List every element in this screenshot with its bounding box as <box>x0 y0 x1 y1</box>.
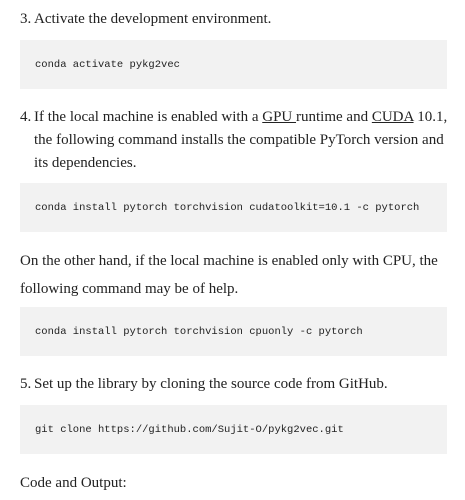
step-5-text: Set up the library by cloning the source code from GitHub. <box>34 376 388 392</box>
step-3-number: 3. <box>20 11 32 27</box>
step-4 <box>20 106 448 176</box>
code-install-cpu[interactable]: conda install pytorch torchvision cpuonly -c pytorch <box>35 325 363 338</box>
step-4-text-part-2: runtime and <box>296 109 372 125</box>
step-5-number: 5. <box>20 376 32 392</box>
step-4-text-part-3: 10.1, the following command installs the compatible PyTorch version and its dependencies. <box>34 109 448 171</box>
code-activate[interactable]: conda activate pykg2vec <box>35 58 180 71</box>
code-block-clone[interactable] <box>20 405 447 454</box>
cpu-note-paragraph: On the other hand, if the local machine is enabled only with CPU, the following command may be of help. <box>20 253 438 297</box>
step-4-text-part-1: If the local machine is enabled with a <box>34 109 263 125</box>
code-clone[interactable]: git clone https://github.com/Sujit-O/pykg2vec.git <box>35 423 344 436</box>
code-install-gpu[interactable]: conda install pytorch torchvision cudatoolkit=10.1 -c pytorch <box>35 201 420 214</box>
code-block-install-gpu[interactable] <box>20 183 447 232</box>
code-block-activate[interactable] <box>20 40 447 89</box>
step-4-number: 4. <box>20 109 32 125</box>
code-block-install-cpu[interactable] <box>20 307 447 356</box>
code-and-output-heading: Code and Output: <box>20 475 127 491</box>
step-4-text <box>34 106 450 175</box>
gpu-link[interactable]: GPU <box>262 109 297 125</box>
cuda-link[interactable]: CUDA <box>371 109 414 125</box>
step-3-text: Activate the development environment. <box>34 11 272 27</box>
